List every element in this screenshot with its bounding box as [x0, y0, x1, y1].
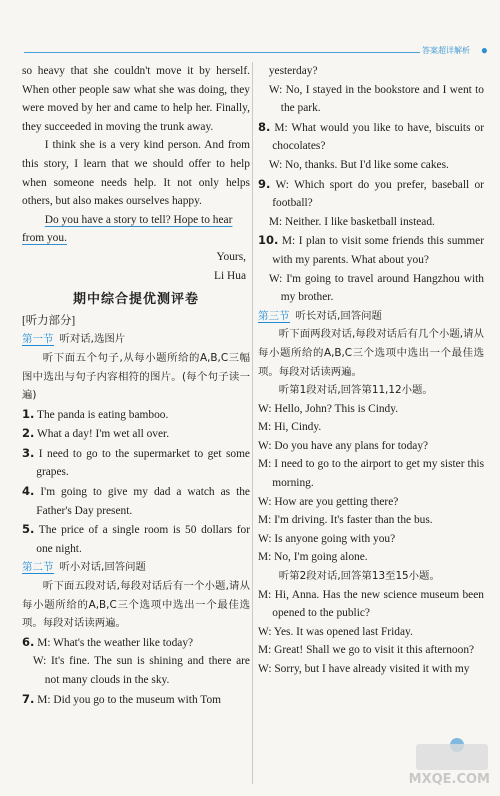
dialog-1	[258, 400, 484, 567]
dialog-line: M: I need to go to the airport to get my sister this morning.	[258, 458, 484, 490]
section-3-instructions: 听下面两段对话,每段对话后有几个小题,请从每小题所给的A,B,C三个选项中选出一个最佳选项。每段对话读两遍。	[258, 328, 484, 378]
section-2-badge: 第二节	[22, 561, 54, 574]
dialog-line: yesterday?	[268, 65, 318, 77]
dialog-line: W: How are you getting there?	[258, 495, 399, 508]
dialog-line: W: No, thanks. But I'd like some cakes.	[268, 158, 449, 171]
dialog-line: W: Hello, John? This is Cindy.	[258, 402, 399, 415]
list-item: 10. M: I plan to visit some friends this summer with my parents. What about you?	[258, 233, 484, 266]
right-column	[258, 62, 484, 679]
list-item: 5. The price of a single room is 50 dollars for one night.	[22, 522, 250, 555]
header-rule	[24, 52, 420, 53]
section-2-title: 听小对话,回答问题	[59, 561, 146, 574]
section-2-instructions: 听下面五段对话,每段对话后有一个小题,请从每小题所给的A,B,C三个选项中选出一个最佳选项。每段对话读两遍。	[22, 580, 250, 630]
exam-title: 期中综合提优测评卷	[72, 292, 199, 308]
dialog-line: W: Sorry, but I have already visited it with my	[258, 663, 470, 675]
watermark-logo-icon	[416, 744, 488, 770]
list-item: W: It's fine. The sun is shining and there are not many clouds in the sky.	[32, 655, 250, 686]
owl-logo-icon: ●	[480, 43, 488, 57]
list-item: 2. What a day! I'm wet all over.	[22, 426, 170, 441]
section-1-badge: 第一节	[22, 333, 54, 346]
dialog-line: M: I'm driving. It's faster than the bus.	[258, 514, 433, 527]
list-item: 9. W: Which sport do you prefer, baseball or football?	[258, 176, 484, 210]
section-1-title: 听对话,选图片	[59, 333, 126, 346]
dialog-line: W: I'm going to travel around Hangzhou with my brother.	[268, 272, 484, 304]
dialog-line: M: Neither. I like basketball instead.	[268, 215, 435, 228]
list-item: 7. M: Did you go to the museum with Tom	[22, 691, 222, 706]
dialog-line: W: Do you have any plans for today?	[258, 439, 429, 452]
section-3-badge: 第三节	[258, 309, 290, 322]
dialog-line: W: No, I stayed in the bookstore and I went to the park.	[268, 83, 484, 115]
section-2-heading	[22, 558, 250, 577]
list-item: 3. I need to go to the supermarket to get some grapes.	[22, 445, 250, 479]
left-column	[22, 62, 250, 709]
list-item: 4. I'm going to give my dad a watch as the Father's Day present.	[22, 484, 250, 517]
dialog-2-intro: 听第2段对话,回答第13至15小题。	[278, 570, 440, 583]
letter-para-2: I think she is a very kind person. And from this story, I learn that we should offer to help when someone needs help. It not only helps others, but also makes ourselves happy.	[22, 139, 250, 208]
watermark-text: MXQE.COM	[408, 772, 490, 787]
list-item: 8. M: What would you like to have, biscuits or chocolates?	[258, 119, 484, 153]
dialog-line: W: Yes. It was opened last Friday.	[258, 625, 413, 638]
list-item: 6. M: What's the weather like today?	[22, 634, 194, 649]
dialog-2	[258, 586, 484, 679]
section-1-items	[22, 405, 250, 559]
dialog-1-intro: 听第1段对话,回答第11,12小题。	[278, 384, 433, 397]
letter-closing-question: Do you have a story to tell? Hope to hear from you.	[22, 213, 233, 245]
section-1-heading	[22, 330, 250, 349]
dialog-line: M: Great! Shall we go to visit it this afternoon?	[258, 644, 475, 657]
section-2-items	[22, 633, 250, 709]
section-3-title: 听长对话,回答问题	[295, 309, 382, 322]
list-item: 1. The panda is eating bamboo.	[22, 406, 169, 421]
section-3-heading	[258, 307, 484, 326]
listening-part-label: [听力部分]	[22, 314, 76, 327]
letter-closing: Yours,	[216, 250, 246, 263]
letter-para-1: so heavy that she couldn't move it by herself. When other people saw what she was doing, they were moved by her and came to help her. Finally, they succeeded in moving the trunk away.	[22, 65, 250, 133]
dialog-line: M: Hi, Anna. Has the new science museum been opened to the public?	[258, 588, 484, 620]
dialog-line: W: Is anyone going with you?	[258, 532, 396, 545]
dialog-line: M: Hi, Cindy.	[258, 421, 322, 434]
section-1-instructions: 听下面五个句子,从每小题所给的A,B,C三幅图中选出与句子内容相符的图片。(每个句子读一遍)	[22, 351, 250, 402]
header-label: 答案超详解析	[422, 46, 470, 55]
watermark	[410, 744, 490, 790]
letter-signature: Li Hua	[214, 269, 246, 282]
page-header	[0, 42, 500, 64]
column-divider	[252, 62, 253, 784]
dialog-line: M: No, I'm going alone.	[258, 551, 368, 564]
